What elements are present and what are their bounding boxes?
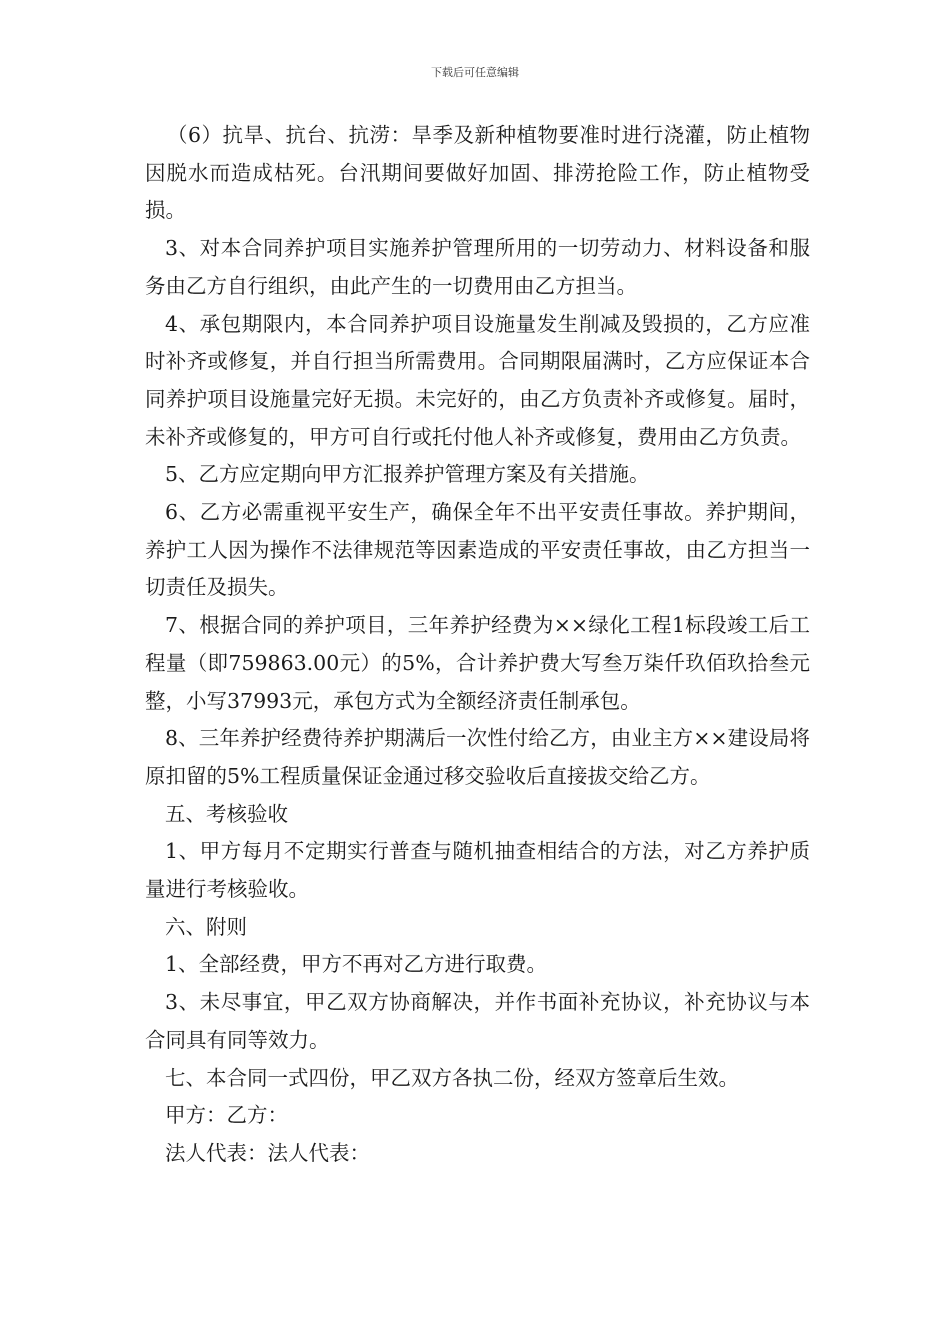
page-header-note: 下载后可任意编辑 [431,66,519,79]
section-heading-appendix: 六、附则 [165,914,247,939]
signature-parties: 甲方：乙方： [165,1103,288,1128]
paragraph-inspection-1: 1、甲方每月不定期实行普查与随机抽查相结合的方法，对乙方养护质量进行考核验收。 [145,839,810,902]
section-heading-inspection: 五、考核验收 [165,801,288,826]
paragraph-clause-4-facilities: 4、承包期限内，本合同养护项目设施量发生削减及毁损的，乙方应准时补齐或修复，并自行担当所需费用。合同期限届满时，乙方应保证本合同养护项目设施量完好无损。未完好的，由乙方负责补齐或修复。届时，未补齐或修复的，甲方可自行或托付他人补齐或修复，费用由乙方负责。 [145,311,810,449]
paragraph-appendix-1: 1、全部经费，甲方不再对乙方进行取费。 [165,952,548,977]
paragraph-clause-6-safety: 6、乙方必需重视平安生产，确保全年不出平安责任事故。养护期间，养护工人因为操作不法律规范等因素造成的平安责任事故，由乙方担当一切责任及损失。 [145,500,810,600]
paragraph-drought-flood: （6）抗旱、抗台、抗涝：旱季及新种植物要准时进行浇灌，防止植物因脱水而造成枯死。台汛期间要做好加固、排涝抢险工作，防止植物受损。 [145,123,810,223]
paragraph-copies: 七、本合同一式四份，甲乙双方各执二份，经双方签章后生效。 [165,1065,739,1090]
paragraph-clause-8-payment: 8、三年养护经费待养护期满后一次性付给乙方，由业主方××建设局将原扣留的5%工程质量保证金通过移交验收后直接拔交给乙方。 [145,726,810,788]
paragraph-clause-5-report: 5、乙方应定期向甲方汇报养护管理方案及有关措施。 [165,462,650,487]
document-body [145,117,810,1173]
paragraph-clause-7-fee: 7、根据合同的养护项目，三年养护经费为××绿化工程1标段竣工后工程量（即759863.00元）的5%，合计养护费大写叁万柒仟玖佰玖拾叁元整，小写37993元，承包方式为全额经济责任制承包。 [145,613,810,713]
paragraph-clause-3-labor: 3、对本合同养护项目实施养护管理所用的一切劳动力、材料设备和服务由乙方自行组织，由此产生的一切费用由乙方担当。 [145,236,810,298]
paragraph-appendix-3: 3、未尽事宜，甲乙双方协商解决，并作书面补充协议，补充协议与本合同具有同等效力。 [145,990,810,1052]
signature-representatives: 法人代表：法人代表： [165,1140,370,1165]
